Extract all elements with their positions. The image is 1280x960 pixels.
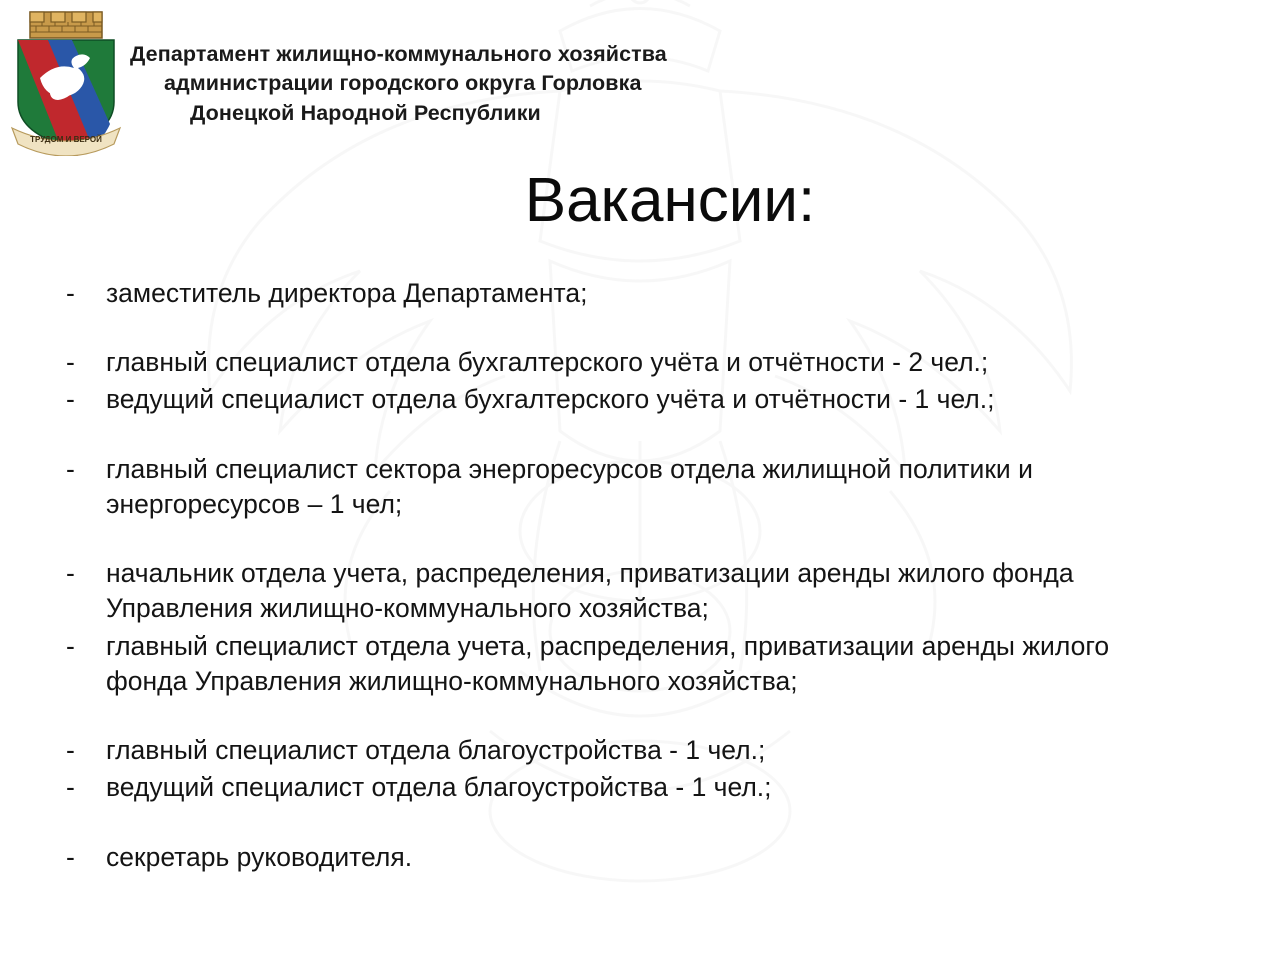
emblem-motto-text: ТРУДОМ И ВЕРОЙ [30, 135, 102, 144]
list-item [60, 276, 1220, 311]
list-item [60, 452, 1220, 522]
vacancies-list [60, 276, 1220, 875]
list-item-text: главный специалист отдела учета, распределения, приватизации аренды жилого фонда Управления жилищно-коммунального хозяйства; [106, 630, 1110, 696]
bullet-marker: - [66, 735, 75, 766]
bullet-marker: - [66, 630, 75, 661]
vacancy-group [60, 276, 1220, 311]
list-item-text: заместитель директора Департамента; [106, 278, 588, 308]
vacancy-group [60, 452, 1220, 522]
list-item [60, 345, 1220, 380]
list-item-text: главный специалист сектора энергоресурсов отдела жилищной политики и энергоресурсов – 1 чел; [106, 453, 1033, 519]
org-line-3: Донецкой Народной Республики [190, 100, 541, 125]
bullet-marker: - [66, 453, 75, 484]
vacancy-group [60, 840, 1220, 875]
list-item [60, 733, 1220, 768]
page-title: Вакансии: [524, 166, 816, 235]
bullet-marker: - [66, 772, 75, 803]
org-line-2: администрации городского округа Горловка [164, 71, 642, 96]
list-item-text: ведущий специалист отдела благоустройства - 1 чел.; [106, 772, 772, 803]
gorlovka-coat-of-arms-icon [10, 8, 122, 156]
organization-title [130, 40, 667, 128]
bullet-marker: - [66, 347, 75, 378]
list-item [60, 382, 1220, 417]
org-line-1: Департамент жилищно-коммунального хозяйства [130, 42, 667, 66]
bullet-marker: - [66, 558, 75, 589]
slide-header [0, 0, 1280, 156]
list-item [60, 770, 1220, 805]
vacancy-group [60, 345, 1220, 417]
list-item-text: главный специалист отдела бухгалтерского учёта и отчётности - 2 чел.; [106, 347, 989, 378]
list-item [60, 840, 1220, 875]
bullet-marker: - [66, 384, 75, 415]
list-item [60, 629, 1220, 699]
vacancy-group [60, 556, 1220, 699]
list-item-text: начальник отдела учета, распределения, приватизации аренды жилого фонда Управления жилищно-коммунального хозяйства; [106, 558, 1074, 624]
bullet-marker: - [66, 278, 75, 308]
list-item-text: главный специалист отдела благоустройства - 1 чел.; [106, 735, 766, 766]
list-item-text: секретарь руководителя. [106, 841, 413, 872]
vacancy-group [60, 733, 1220, 805]
bullet-marker: - [66, 841, 75, 872]
list-item-text: ведущий специалист отдела бухгалтерского учёта и отчётности - 1 чел.; [106, 384, 995, 415]
list-item [60, 556, 1220, 626]
